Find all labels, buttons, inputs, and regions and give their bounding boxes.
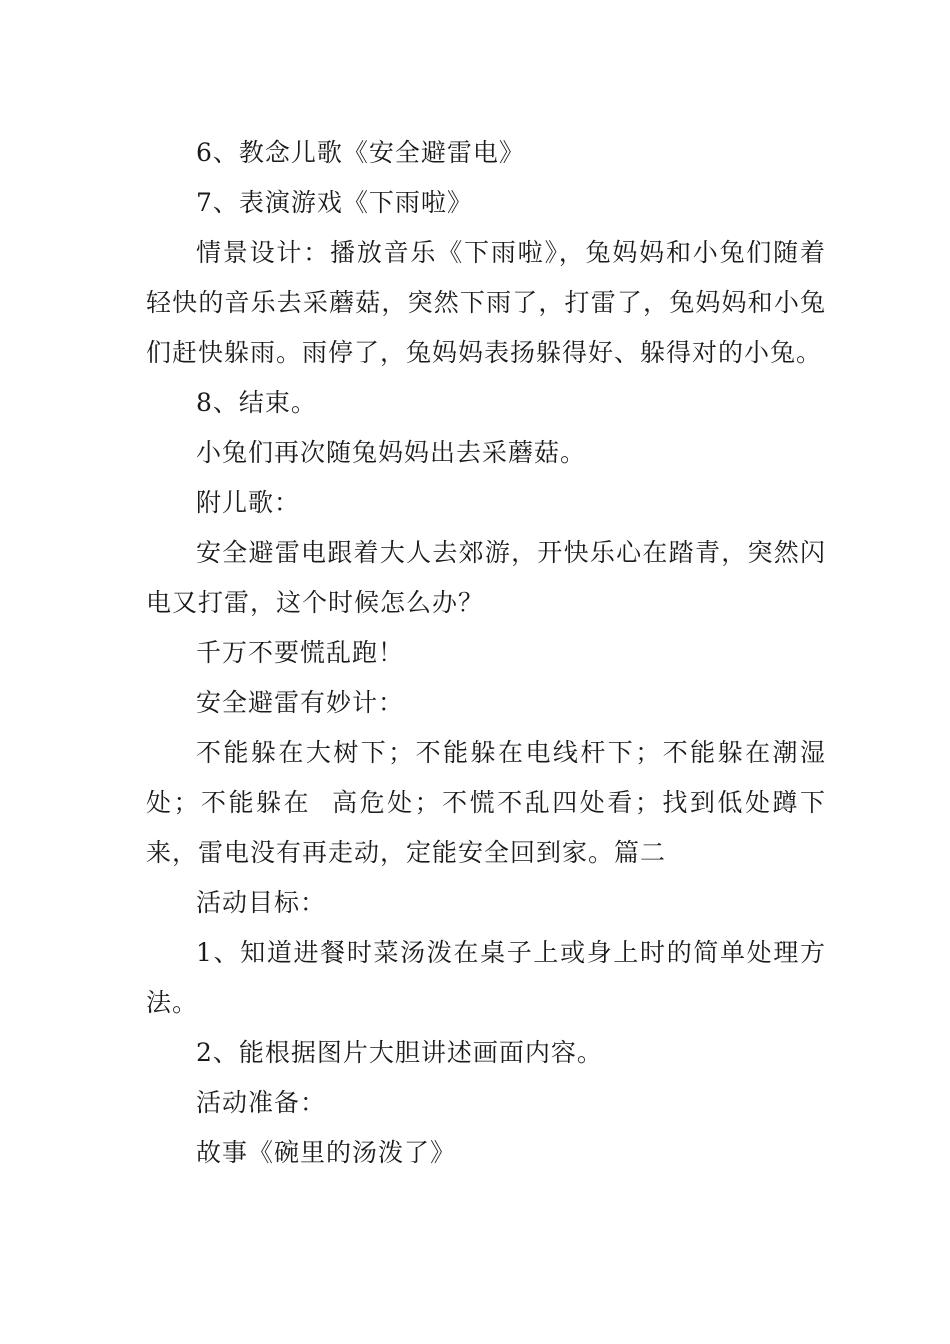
- paragraph-item-7: 7、表演游戏《下雨啦》: [196, 188, 473, 217]
- paragraph-appendix-heading: 附儿歌：: [196, 488, 301, 517]
- paragraph-song-verse-2: 千万不要慌乱跑！: [196, 638, 405, 667]
- paragraph-scene-design: 情景设计：播放音乐《下雨啦》，兔妈妈和小兔们随着轻快的音乐去采蘑菇，突然下雨了，打雷了，兔妈妈和小兔们赶快躲雨。雨停了，兔妈妈表扬躲得好、躲得对的小兔。: [146, 238, 826, 367]
- document-body: [146, 128, 826, 1178]
- paragraph-goal-1: 1、知道进餐时菜汤泼在桌子上或身上时的简单处理方法。: [146, 938, 826, 1017]
- paragraph-song-verse-3: 安全避雷有妙计：: [196, 688, 405, 717]
- paragraph-goal-2: 2、能根据图片大胆讲述画面内容。: [196, 1038, 603, 1067]
- paragraph-item-8: 8、结束。: [196, 388, 317, 417]
- paragraph-ending: 小兔们再次随兔妈妈出去采蘑菇。: [196, 438, 587, 467]
- paragraph-song-verse-1: 安全避雷电跟着大人去郊游，开快乐心在踏青，突然闪电又打雷，这个时候怎么办？: [146, 538, 826, 617]
- paragraph-prep-story: 故事《碗里的汤泼了》: [196, 1138, 457, 1167]
- paragraph-song-verse-4: 不能躲在大树下；不能躲在电线杆下；不能躲在潮湿处；不能躲在 高危处；不慌不乱四处看；找到低处蹲下来，雷电没有再走动，定能安全回到家。篇二: [146, 738, 826, 867]
- paragraph-prep-heading: 活动准备：: [196, 1088, 327, 1117]
- paragraph-goals-heading: 活动目标：: [196, 888, 327, 917]
- paragraph-item-6: 6、教念儿歌《安全避雷电》: [196, 138, 525, 167]
